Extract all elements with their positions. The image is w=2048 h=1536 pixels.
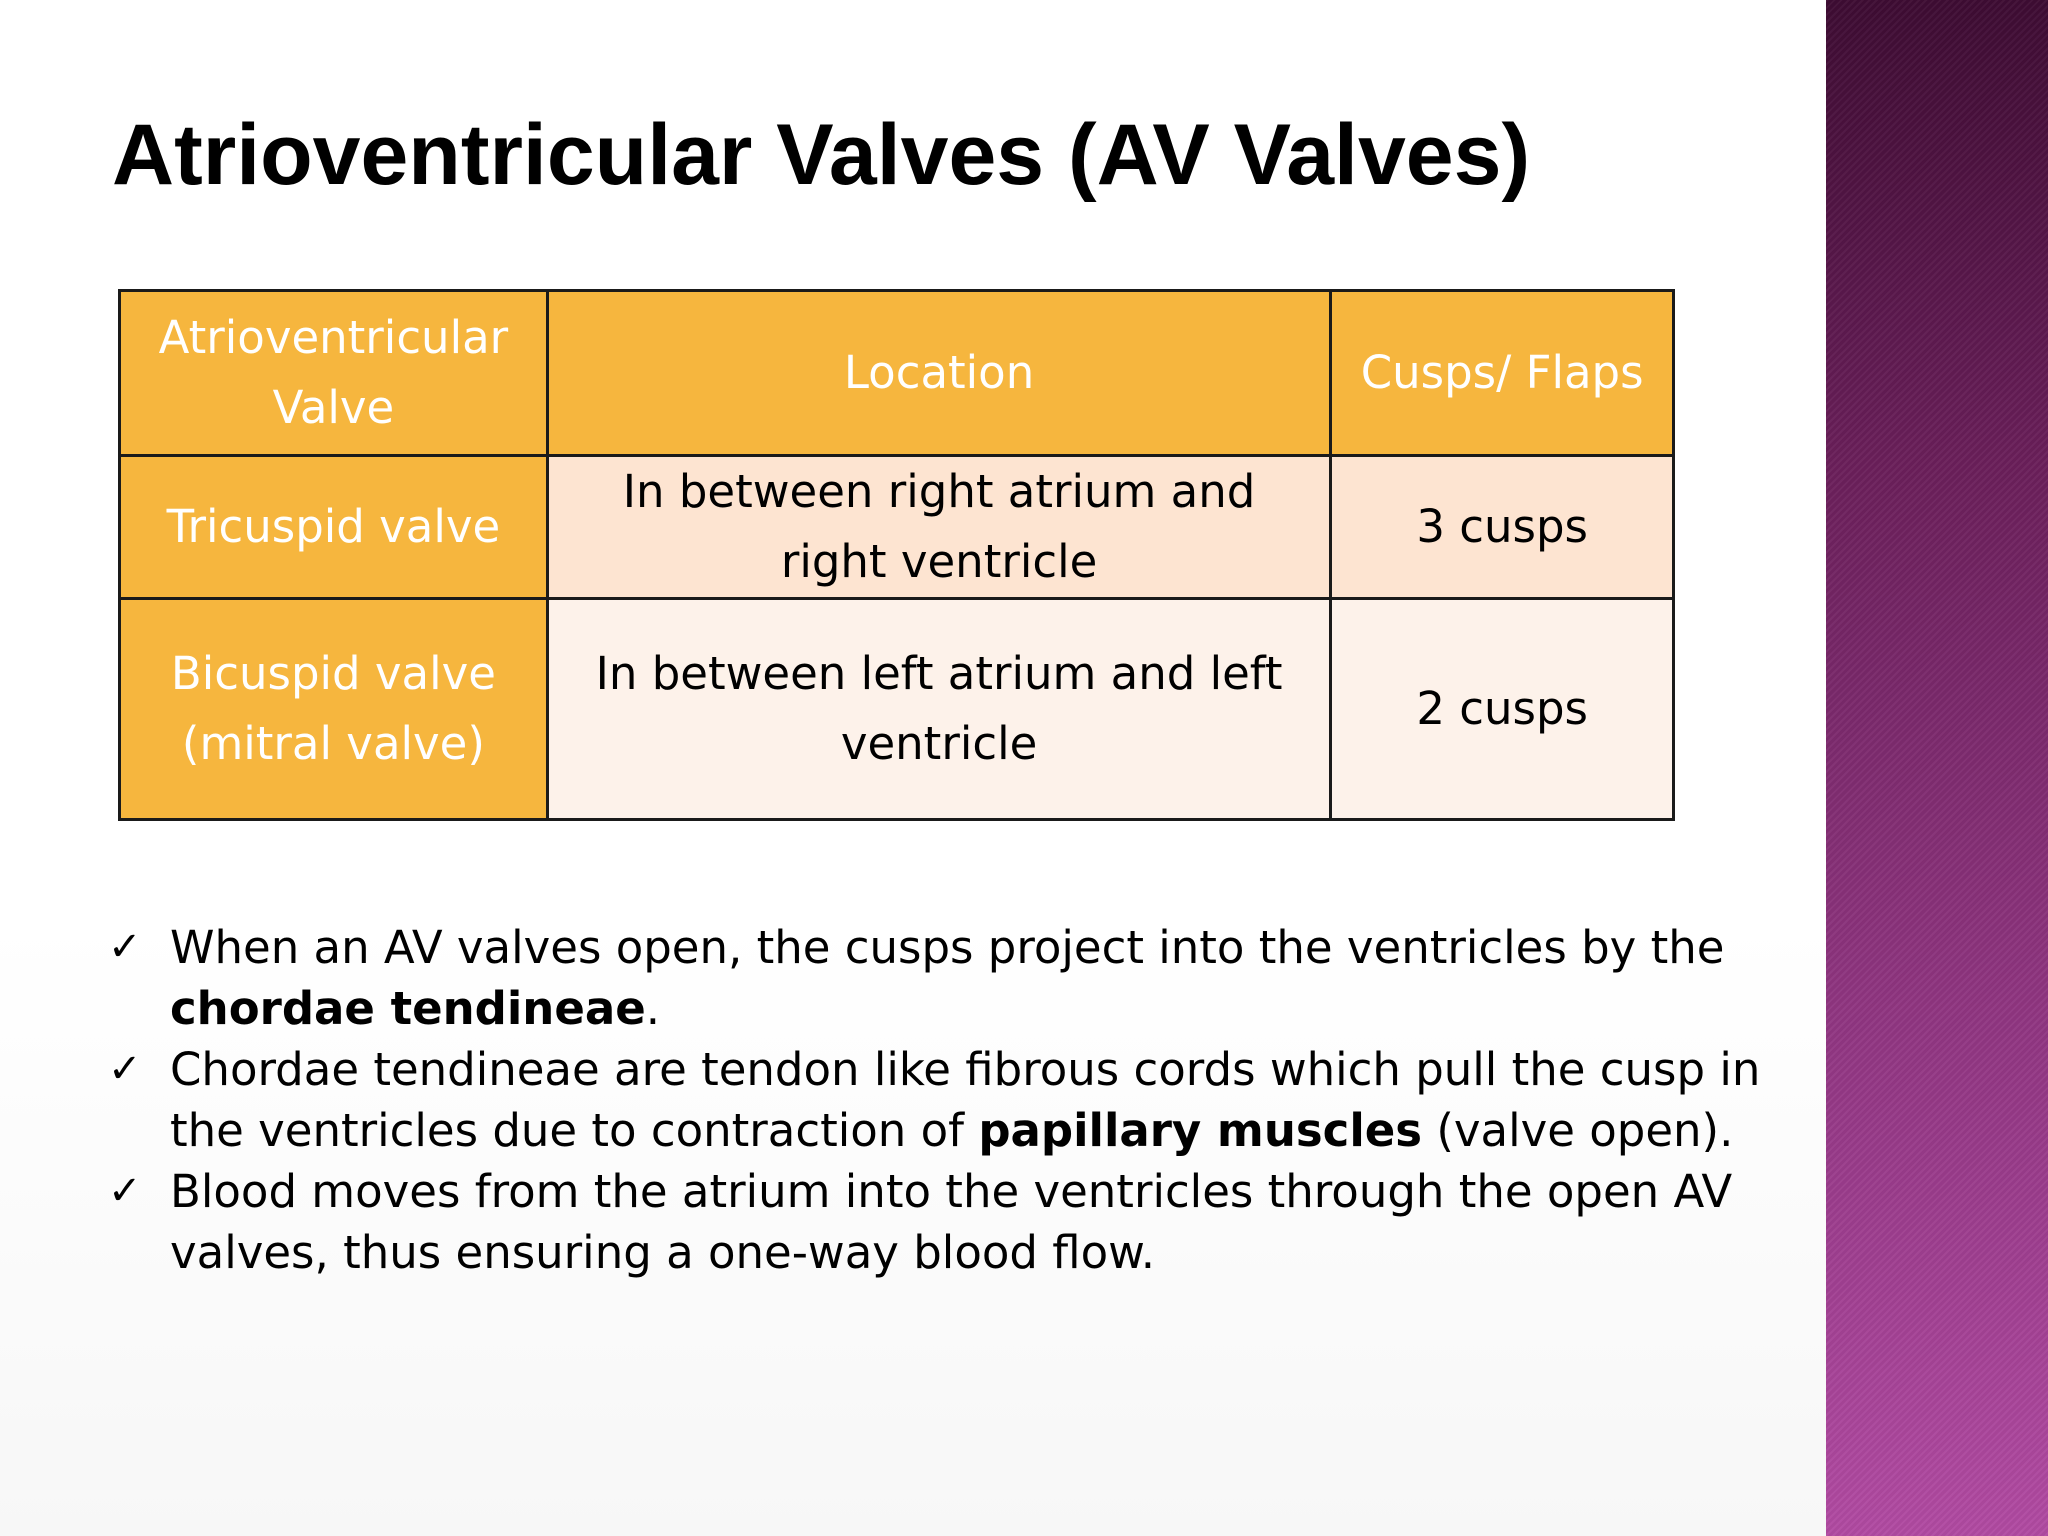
bold-term: chordae tendineae: [170, 982, 646, 1035]
checkmark-icon: ✓: [108, 1046, 142, 1092]
bold-term: papillary muscles: [978, 1104, 1423, 1157]
bullet-item: [108, 1039, 1808, 1161]
checkmark-icon: ✓: [108, 1168, 142, 1214]
bullet-text: Blood moves from the atrium into the ventricles through the open AV valves, thus ensuring a one-way blood flow.: [170, 1165, 1733, 1279]
valve-name-cell: [120, 599, 548, 820]
decorative-side-band: [1826, 0, 2048, 1536]
bullet-text: (valve open).: [1422, 1104, 1734, 1157]
valves-table: [118, 289, 1675, 821]
table-header-row: [120, 291, 1674, 456]
bullet-list: [108, 917, 1808, 1283]
valve-name: Bicuspid valve: [170, 647, 496, 700]
header-location: Location: [547, 291, 1331, 456]
bullet-text: Chordae tendineae are tendon like fibrous cords which pull the cusp in the ventricles due to contraction of: [170, 1043, 1761, 1157]
location-line: right ventricle: [780, 535, 1098, 588]
bullet-text: .: [645, 982, 661, 1035]
location-line: In between right atrium and: [622, 465, 1256, 518]
header-valve: Atrioventricular Valve: [120, 291, 548, 456]
location-line: In between left atrium and left: [595, 647, 1283, 700]
header-cusps: Cusps/ Flaps: [1331, 291, 1674, 456]
cusps-cell: 2 cusps: [1331, 599, 1674, 820]
valve-name: Tricuspid valve: [166, 500, 501, 553]
slide-title: Atrioventricular Valves (AV Valves): [112, 107, 1531, 203]
location-cell: [547, 599, 1331, 820]
location-cell: [547, 456, 1331, 599]
location-line: ventricle: [840, 717, 1038, 770]
checkmark-icon: ✓: [108, 924, 142, 970]
cusps-cell: 3 cusps: [1331, 456, 1674, 599]
table-row: [120, 456, 1674, 599]
bullet-item: [108, 917, 1808, 1039]
valve-name-cell: [120, 456, 548, 599]
table-row: [120, 599, 1674, 820]
valve-alt-name: (mitral valve): [181, 717, 485, 770]
bullet-item: [108, 1161, 1808, 1283]
bullet-text: When an AV valves open, the cusps project into the ventricles by the: [170, 921, 1725, 974]
